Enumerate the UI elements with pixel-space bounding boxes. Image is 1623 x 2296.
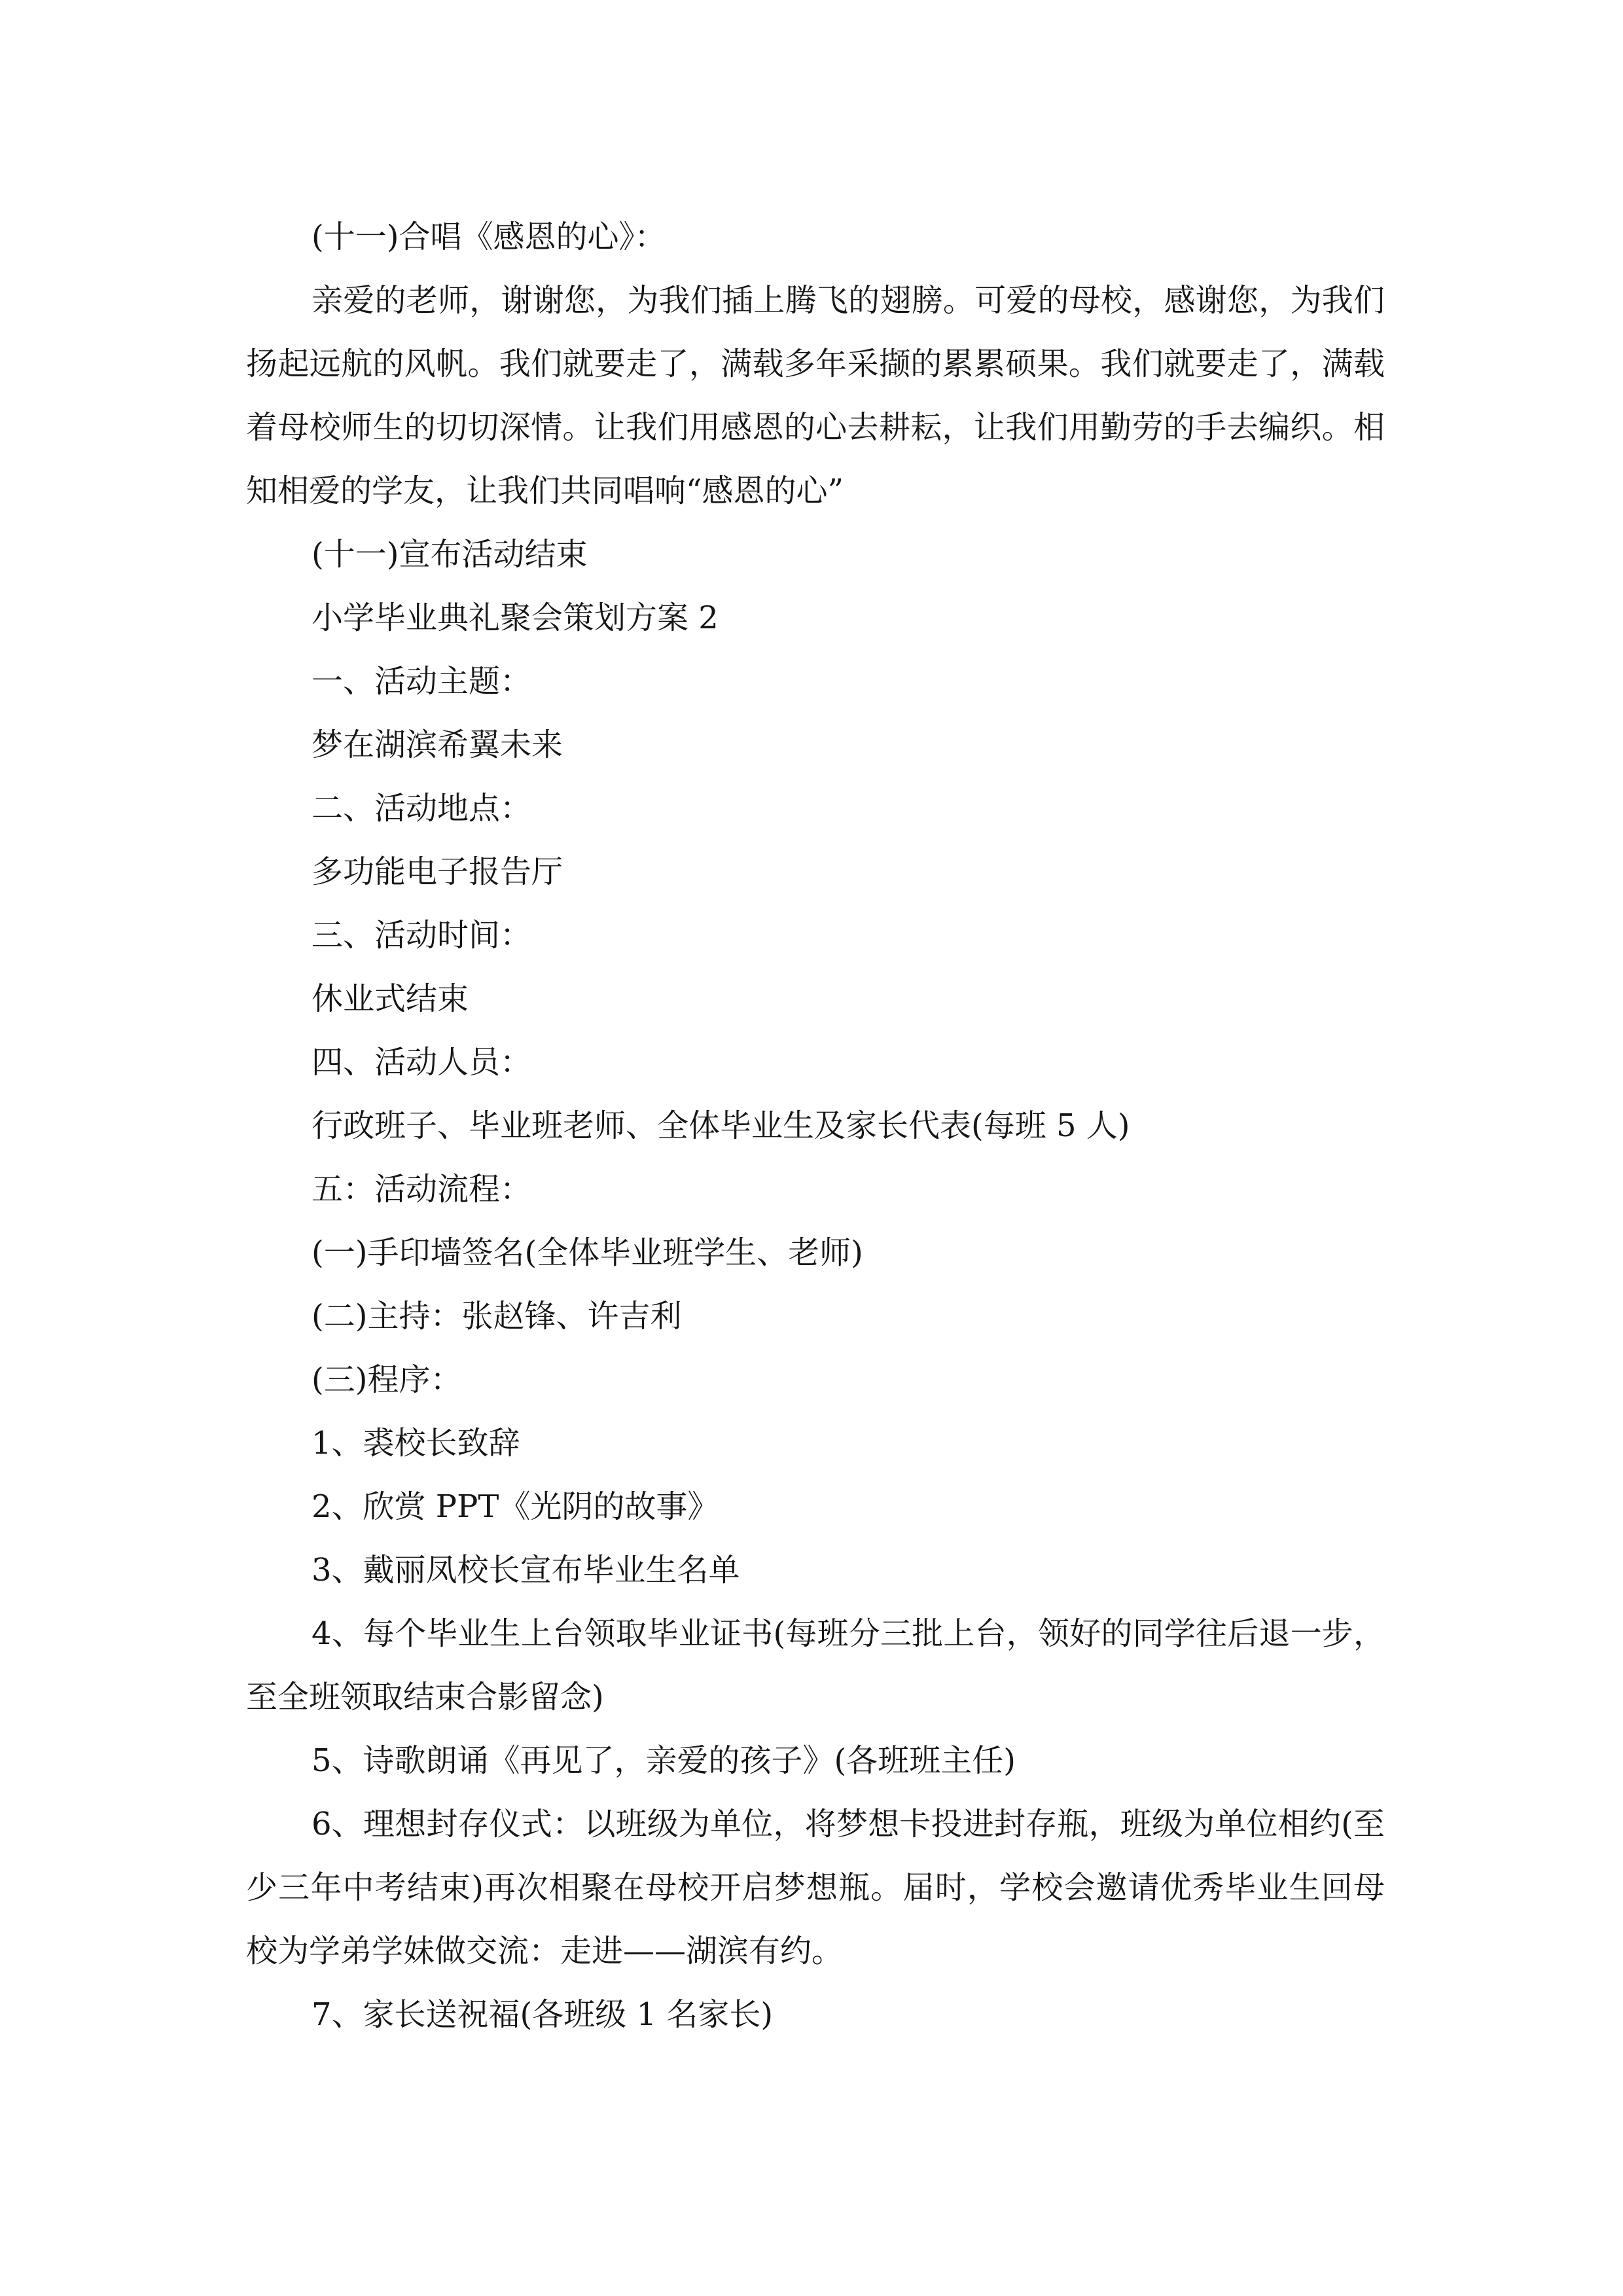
paragraph-location-value: 多功能电子报告厅 xyxy=(312,853,563,890)
paragraph-time-heading: 三、活动时间： xyxy=(312,917,532,954)
paragraph-process-heading: 五：活动流程： xyxy=(312,1171,532,1208)
paragraph-location-heading: 二、活动地点： xyxy=(312,790,532,827)
paragraph-time-value: 休业式结束 xyxy=(312,980,469,1017)
paragraph-theme-value: 梦在湖滨希翼未来 xyxy=(312,726,563,763)
paragraph-gratitude-text: 亲爱的老师，谢谢您，为我们插上腾飞的翅膀。可爱的母校，感谢您，为我们扬起远航的风帆。我们就要走了，满载多年采撷的累累硕果。我们就要走了，满载着母校师生的切切深情。让我们用感恩的心去耕耘，让我们用勤劳的手去编织。相知相爱的学友，让我们共同唱响“感恩的心” xyxy=(246,282,1385,509)
document-body xyxy=(246,206,1385,2047)
paragraph-program-step-5: 5、诗歌朗诵《再见了，亲爱的孩子》(各班班主任) xyxy=(312,1742,1016,1779)
paragraph-theme-heading: 一、活动主题： xyxy=(312,663,532,700)
paragraph-plan-title: 小学毕业典礼聚会策划方案 2 xyxy=(312,600,719,636)
paragraph-chorus-heading: (十一)合唱《感恩的心》： xyxy=(312,219,666,255)
paragraph-program-step-4: 4、每个毕业生上台领取毕业证书(每班分三批上台，领好的同学往后退一步，至全班领取结束合影留念) xyxy=(246,1615,1385,1715)
paragraph-program-step-7: 7、家长送祝福(各班级 1 名家长) xyxy=(312,1996,774,2033)
paragraph-program-step-3: 3、戴丽凤校长宣布毕业生名单 xyxy=(312,1552,740,1588)
paragraph-people-value: 行政班子、毕业班老师、全体毕业生及家长代表(每班 5 人) xyxy=(312,1107,1130,1144)
paragraph-people-heading: 四、活动人员： xyxy=(312,1044,532,1081)
paragraph-event-end: (十一)宣布活动结束 xyxy=(312,536,588,573)
paragraph-program-step-2: 2、欣赏 PPT《光阴的故事》 xyxy=(312,1488,719,1525)
paragraph-process-item-1: (一)手印墙签名(全体毕业班学生、老师) xyxy=(312,1234,863,1271)
paragraph-process-item-2: (二)主持：张赵锋、许吉利 xyxy=(312,1298,682,1335)
paragraph-process-item-3: (三)程序： xyxy=(312,1361,462,1398)
paragraph-program-step-1: 1、裘校长致辞 xyxy=(312,1425,520,1462)
paragraph-program-step-6: 6、理想封存仪式：以班级为单位，将梦想卡投进封存瓶，班级为单位相约(至少三年中考结束)再次相聚在母校开启梦想瓶。届时，学校会邀请优秀毕业生回母校为学弟学妹做交流：走进——湖滨有约。 xyxy=(246,1806,1385,1969)
